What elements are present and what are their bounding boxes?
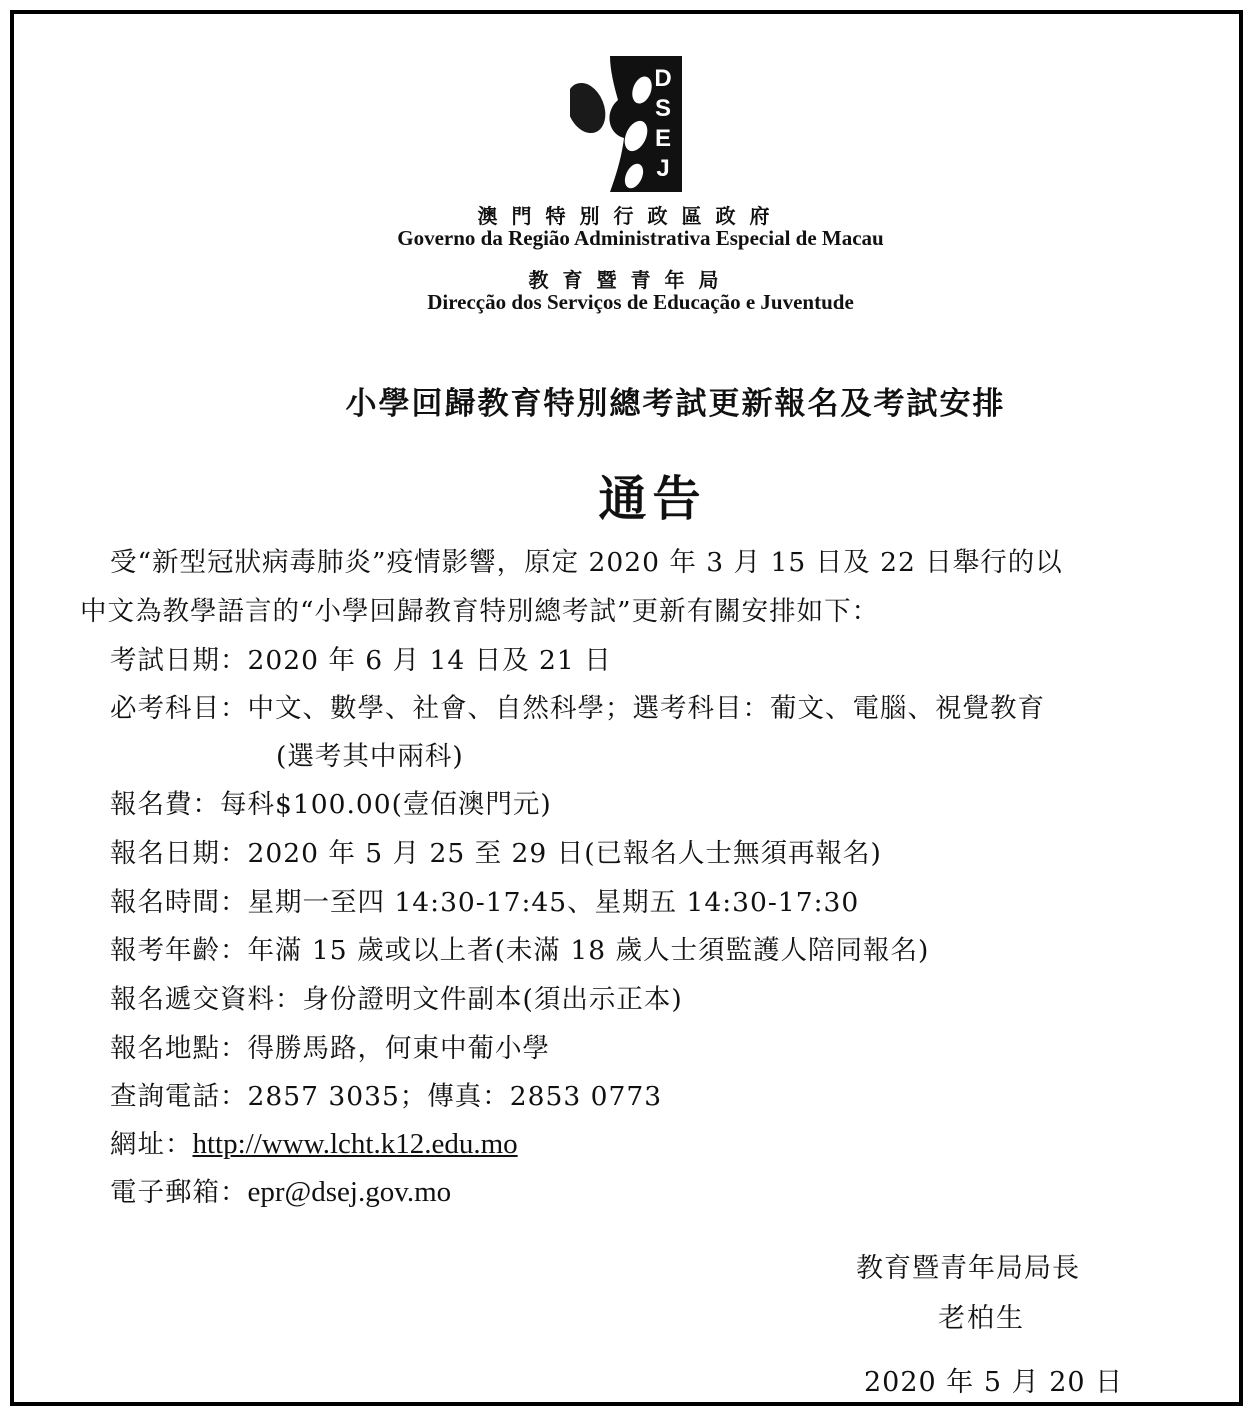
detail-registration-date: [110, 831, 882, 870]
logo-letter-d: D: [654, 65, 672, 92]
signature-date: 2020 年 5 月 20 日: [864, 1367, 1124, 1398]
detail-label: 查詢電話：: [110, 1081, 248, 1112]
detail-label: 必考科目：: [110, 693, 248, 724]
detail-website: [110, 1122, 518, 1161]
detail-value: 2020 年 5 月 25 至 29 日(已報名人士無須再報名): [247, 838, 882, 869]
detail-value: 得勝馬路，何東中葡小學: [247, 1033, 550, 1064]
detail-value: 2020 年 6 月 14 日及 21 日: [247, 645, 612, 676]
signatory-name: 老柏生: [938, 1303, 1025, 1334]
intro-line-1: 受“新型冠狀病毒肺炎”疫情影響，原定 2020 年 3 月 15 日及 22 日舉行的以: [110, 547, 1063, 578]
detail-label: 網址：: [110, 1129, 193, 1160]
detail-label: 報名時間：: [110, 887, 248, 918]
detail-value: 2857 3035；傳真：2853 0773: [247, 1081, 663, 1112]
detail-phone: [110, 1074, 662, 1113]
department-name-zh: 教育暨青年局: [528, 268, 733, 292]
logo-letter-j: J: [656, 155, 670, 182]
detail-documents: [110, 977, 683, 1016]
signatory-title: 教育暨青年局局長: [856, 1253, 1080, 1284]
department-name-pt: Direcção dos Serviços de Educação e Juventude: [427, 290, 854, 314]
detail-value: 每科$100.00(壹佰澳門元): [220, 789, 552, 820]
notice-document: [10, 10, 1243, 1406]
website-link[interactable]: http://www.lcht.k12.edu.mo: [192, 1128, 518, 1160]
detail-subjects: [110, 686, 1045, 725]
detail-registration-time: [110, 880, 859, 919]
detail-label: 電子郵箱：: [110, 1177, 248, 1208]
detail-value: 年滿 15 歲或以上者(未滿 18 歲人士須監護人陪同報名): [247, 935, 930, 966]
detail-exam-date: [110, 638, 612, 677]
detail-label: 考試日期：: [110, 645, 248, 676]
detail-label: 報名日期：: [110, 838, 248, 869]
logo-letter-e: E: [654, 125, 672, 152]
detail-age: [110, 928, 929, 967]
email-address: epr@dsej.gov.mo: [247, 1176, 452, 1208]
detail-value: 身份證明文件副本(須出示正本): [302, 984, 683, 1015]
detail-value: 中文、數學、社會、自然科學；選考科目：葡文、電腦、視覺教育: [247, 693, 1045, 724]
detail-value: (選考其中兩科): [276, 741, 464, 772]
document-title: 小學回歸教育特別總考試更新報名及考試安排: [345, 386, 1006, 422]
detail-label: 報考年齡：: [110, 935, 248, 966]
detail-label: 報名遞交資料：: [110, 984, 303, 1015]
government-name-pt: Governo da Região Administrativa Especial de Macau: [397, 226, 884, 250]
detail-location: [110, 1026, 550, 1065]
government-name-zh: 澳門特別行政區政府: [477, 204, 784, 228]
logo-letter-s: S: [654, 95, 672, 122]
notice-heading: 通告: [598, 471, 707, 527]
detail-label: 報名費：: [110, 789, 220, 820]
detail-value: 星期一至四 14:30-17:45、星期五 14:30-17:30: [247, 887, 860, 918]
detail-subjects-note: [276, 734, 464, 773]
detail-label: 報名地點：: [110, 1033, 248, 1064]
detail-email: [110, 1170, 451, 1209]
intro-line-2: 中文為教學語言的“小學回歸教育特別總考試”更新有關安排如下：: [80, 596, 880, 627]
detail-fee: [110, 782, 552, 821]
dsej-logo-icon: [570, 50, 690, 200]
